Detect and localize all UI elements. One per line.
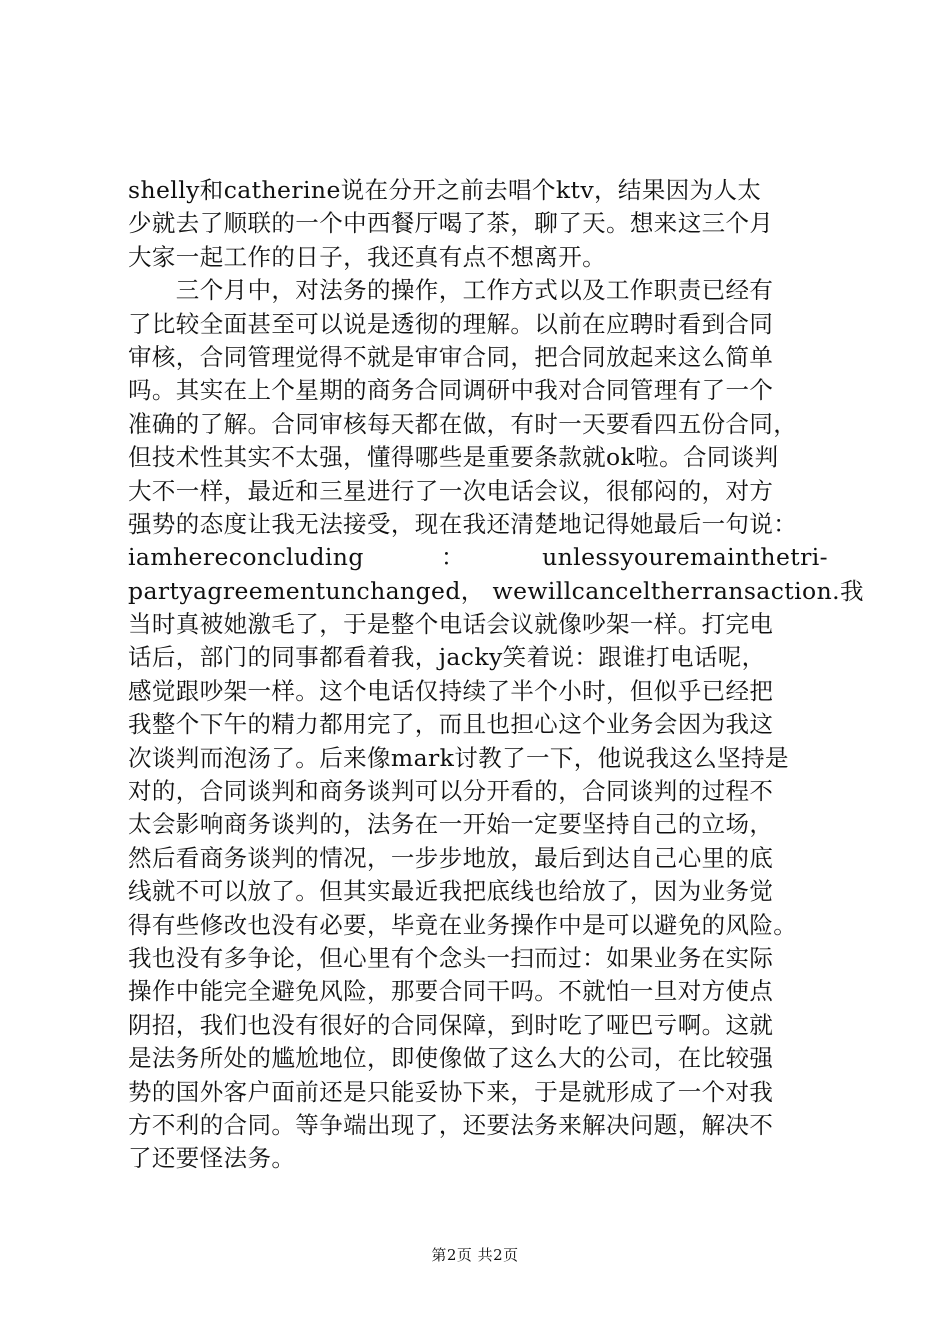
page-number-footer: 第2页 共2页	[431, 1246, 519, 1264]
text-line: 了比较全面甚至可以说是透彻的理解。以前在应聘时看到合同	[128, 309, 774, 338]
text-line: 然后看商务谈判的情况，一步步地放，最后到达自己心里的底	[128, 843, 774, 872]
text-line: 我整个下午的精力都用完了，而且也担心这个业务会因为我这	[128, 710, 774, 739]
text-line-justified	[128, 541, 828, 574]
justified-middle: ：	[441, 543, 465, 572]
text-line: 大家一起工作的日子，我还真有点不想离开。	[128, 242, 606, 271]
text-line: 势的国外客户面前还是只能妥协下来，于是就形成了一个对我	[128, 1077, 774, 1106]
justified-left: iamhereconcluding	[128, 543, 364, 572]
text-line: 我也没有多争论，但心里有个念头一扫而过：如果业务在实际	[128, 943, 774, 972]
text-line: 少就去了顺联的一个中西餐厅喝了茶，聊了天。想来这三个月	[128, 209, 774, 238]
text-line: 太会影响商务谈判的，法务在一开始一定要坚持自己的立场，	[128, 810, 774, 839]
justified-right: unlessyouremainthetri-	[542, 543, 828, 572]
text-line: shelly和catherine说在分开之前去唱个ktv，结果因为人太	[128, 176, 762, 204]
text-line: 吗。其实在上个星期的商务合同调研中我对合同管理有了一个	[128, 376, 774, 405]
text-line: 对的，合同谈判和商务谈判可以分开看的，合同谈判的过程不	[128, 777, 774, 806]
text-line: partyagreementunchanged， wewillcanceltherransaction.我	[128, 576, 864, 605]
text-line: 是法务所处的尴尬地位，即使像做了这么大的公司，在比较强	[128, 1044, 774, 1073]
text-line: 话后，部门的同事都看着我，jacky笑着说：跟谁打电话呢，	[128, 643, 766, 672]
text-line: 次谈判而泡汤了。后来像mark讨教了一下，他说我这么坚持是	[128, 743, 789, 772]
text-line: 审核，合同管理觉得不就是审审合同，把合同放起来这么简单	[128, 342, 774, 371]
text-line: 大不一样，最近和三星进行了一次电话会议，很郁闷的，对方	[128, 476, 774, 505]
text-line: 阴招，我们也没有很好的合同保障，到时吃了哑巴亏啊。这就	[128, 1010, 774, 1039]
text-line: 但技术性其实不太强，懂得哪些是重要条款就ok啦。合同谈判	[128, 443, 779, 472]
text-line: 线就不可以放了。但其实最近我把底线也给放了，因为业务觉	[128, 877, 774, 906]
text-line: 操作中能完全避免风险，那要合同干吗。不就怕一旦对方使点	[128, 977, 774, 1006]
body-text	[128, 174, 864, 1176]
text-line: 当时真被她激毛了，于是整个电话会议就像吵架一样。打完电	[128, 610, 774, 639]
text-line: 三个月中，对法务的操作，工作方式以及工作职责已经有	[128, 276, 774, 305]
text-line: 准确的了解。合同审核每天都在做，有时一天要看四五份合同，	[128, 409, 798, 438]
text-line: 得有些修改也没有必要，毕竟在业务操作中是可以避免的风险。	[128, 910, 798, 939]
text-line: 了还要怪法务。	[128, 1144, 296, 1173]
text-line: 方不利的合同。等争端出现了，还要法务来解决问题，解决不	[128, 1110, 774, 1139]
text-line: 强势的态度让我无法接受，现在我还清楚地记得她最后一句说：	[128, 509, 798, 538]
text-line: 感觉跟吵架一样。这个电话仅持续了半个小时，但似乎已经把	[128, 676, 774, 705]
